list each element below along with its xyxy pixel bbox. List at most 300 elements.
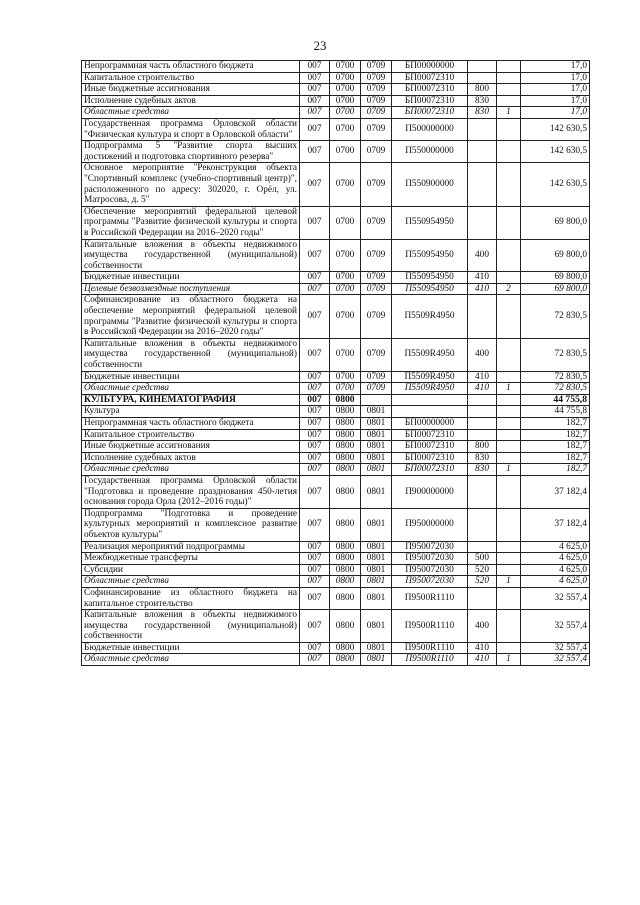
target-article-cell: П950072030 xyxy=(392,553,468,565)
ministry-code-cell: 007 xyxy=(300,508,330,541)
section-code-cell: 0700 xyxy=(330,295,361,338)
expense-type-cell: 410 xyxy=(468,642,497,654)
subsection-code-cell: 0801 xyxy=(361,610,392,643)
subsection-code-cell: 0801 xyxy=(361,508,392,541)
table-row xyxy=(82,283,590,295)
ministry-code-cell: 007 xyxy=(300,541,330,553)
ministry-code-cell: 007 xyxy=(300,642,330,654)
ministry-code-cell: 007 xyxy=(300,272,330,284)
funding-source-cell xyxy=(497,84,521,96)
amount-cell: 69 800,0 xyxy=(521,283,590,295)
amount-cell: 182,7 xyxy=(521,429,590,441)
section-code-cell: 0700 xyxy=(330,383,361,395)
section-code-cell: 0800 xyxy=(330,654,361,666)
expense-type-cell: 410 xyxy=(468,371,497,383)
target-article-cell: П950000000 xyxy=(392,508,468,541)
target-article-cell xyxy=(392,406,468,418)
funding-source-cell xyxy=(497,406,521,418)
section-code-cell: 0800 xyxy=(330,475,361,508)
subsection-code-cell: 0709 xyxy=(361,383,392,395)
amount-cell: 32 557,4 xyxy=(521,587,590,609)
ministry-code-cell: 007 xyxy=(300,84,330,96)
section-code-cell: 0700 xyxy=(330,118,361,140)
subsection-code-cell xyxy=(361,394,392,406)
amount-cell: 32 557,4 xyxy=(521,610,590,643)
ministry-code-cell: 007 xyxy=(300,371,330,383)
row-name-cell: Культура xyxy=(82,406,300,418)
page-number: 23 xyxy=(313,38,327,53)
subsection-code-cell: 0801 xyxy=(361,429,392,441)
subsection-code-cell: 0709 xyxy=(361,272,392,284)
expense-type-cell: 830 xyxy=(468,95,497,107)
ministry-code-cell: 007 xyxy=(300,553,330,565)
amount-cell: 37 182,4 xyxy=(521,475,590,508)
expense-type-cell xyxy=(468,475,497,508)
amount-cell: 72 830,5 xyxy=(521,371,590,383)
subsection-code-cell: 0801 xyxy=(361,441,392,453)
amount-cell: 69 800,0 xyxy=(521,272,590,284)
target-article-cell: БП00000000 xyxy=(392,418,468,430)
expense-type-cell: 800 xyxy=(468,84,497,96)
target-article-cell: БП00072310 xyxy=(392,429,468,441)
section-code-cell: 0800 xyxy=(330,429,361,441)
expense-type-cell: 830 xyxy=(468,452,497,464)
table-row xyxy=(82,141,590,163)
subsection-code-cell: 0801 xyxy=(361,642,392,654)
table-row xyxy=(82,541,590,553)
amount-cell: 17,0 xyxy=(521,95,590,107)
table-row xyxy=(82,163,590,206)
budget-table xyxy=(81,60,590,666)
section-code-cell: 0800 xyxy=(330,610,361,643)
amount-cell: 17,0 xyxy=(521,107,590,119)
row-name-cell: Основное мероприятие "Реконструкция объекта "Спортивный комплекс (учебно-спортивный центр)", расположенного по адресу: 302020, г. Орёл, ул. Матросова, д. 5" xyxy=(82,163,300,206)
section-code-cell: 0800 xyxy=(330,576,361,588)
row-name-cell: Капитальное строительство xyxy=(82,72,300,84)
expense-type-cell: 400 xyxy=(468,239,497,272)
ministry-code-cell: 007 xyxy=(300,406,330,418)
table-row xyxy=(82,441,590,453)
expense-type-cell xyxy=(468,508,497,541)
row-name-cell: КУЛЬТУРА, КИНЕМАТОГРАФИЯ xyxy=(82,394,300,406)
table-row xyxy=(82,508,590,541)
subsection-code-cell: 0801 xyxy=(361,406,392,418)
table-row xyxy=(82,452,590,464)
funding-source-cell xyxy=(497,441,521,453)
subsection-code-cell: 0801 xyxy=(361,576,392,588)
target-article-cell: П5509R4950 xyxy=(392,383,468,395)
ministry-code-cell: 007 xyxy=(300,654,330,666)
row-name-cell: Субсидии xyxy=(82,564,300,576)
target-article-cell: П550954950 xyxy=(392,239,468,272)
expense-type-cell xyxy=(468,118,497,140)
expense-type-cell xyxy=(468,429,497,441)
table-row xyxy=(82,72,590,84)
expense-type-cell xyxy=(468,295,497,338)
subsection-code-cell: 0801 xyxy=(361,464,392,476)
expense-type-cell: 410 xyxy=(468,654,497,666)
amount-cell: 17,0 xyxy=(521,72,590,84)
funding-source-cell xyxy=(497,118,521,140)
section-code-cell: 0800 xyxy=(330,452,361,464)
amount-cell: 17,0 xyxy=(521,84,590,96)
subsection-code-cell: 0709 xyxy=(361,163,392,206)
row-name-cell: Межбюджетные трансферты xyxy=(82,553,300,565)
expense-type-cell xyxy=(468,418,497,430)
table-row xyxy=(82,383,590,395)
funding-source-cell xyxy=(497,95,521,107)
amount-cell: 44 755,8 xyxy=(521,406,590,418)
funding-source-cell xyxy=(497,541,521,553)
section-code-cell: 0700 xyxy=(330,95,361,107)
expense-type-cell xyxy=(468,163,497,206)
amount-cell: 72 830,5 xyxy=(521,383,590,395)
funding-source-cell xyxy=(497,642,521,654)
subsection-code-cell: 0801 xyxy=(361,654,392,666)
amount-cell: 182,7 xyxy=(521,418,590,430)
funding-source-cell xyxy=(497,338,521,371)
amount-cell: 72 830,5 xyxy=(521,295,590,338)
section-code-cell: 0800 xyxy=(330,587,361,609)
expense-type-cell: 400 xyxy=(468,610,497,643)
expense-type-cell xyxy=(468,406,497,418)
section-code-cell: 0700 xyxy=(330,141,361,163)
budget-table-body xyxy=(82,61,590,666)
subsection-code-cell: 0801 xyxy=(361,475,392,508)
ministry-code-cell: 007 xyxy=(300,163,330,206)
subsection-code-cell: 0709 xyxy=(361,61,392,73)
funding-source-cell xyxy=(497,508,521,541)
target-article-cell: П9500R1110 xyxy=(392,610,468,643)
table-row xyxy=(82,95,590,107)
section-code-cell: 0800 xyxy=(330,508,361,541)
funding-source-cell xyxy=(497,72,521,84)
section-code-cell: 0800 xyxy=(330,642,361,654)
section-code-cell: 0800 xyxy=(330,564,361,576)
target-article-cell: БП00072310 xyxy=(392,84,468,96)
row-name-cell: Непрограммная часть областного бюджета xyxy=(82,418,300,430)
funding-source-cell: 1 xyxy=(497,107,521,119)
amount-cell: 182,7 xyxy=(521,452,590,464)
amount-cell: 32 557,4 xyxy=(521,642,590,654)
section-code-cell: 0800 xyxy=(330,553,361,565)
amount-cell: 72 830,5 xyxy=(521,338,590,371)
amount-cell: 142 630,5 xyxy=(521,118,590,140)
expense-type-cell xyxy=(468,394,497,406)
section-code-cell: 0700 xyxy=(330,338,361,371)
expense-type-cell: 410 xyxy=(468,283,497,295)
row-name-cell: Областные средства xyxy=(82,654,300,666)
table-row xyxy=(82,239,590,272)
amount-cell: 37 182,4 xyxy=(521,508,590,541)
funding-source-cell: 2 xyxy=(497,283,521,295)
row-name-cell: Непрограммная часть областного бюджета xyxy=(82,61,300,73)
subsection-code-cell: 0709 xyxy=(361,239,392,272)
funding-source-cell xyxy=(497,206,521,239)
table-row xyxy=(82,84,590,96)
subsection-code-cell: 0801 xyxy=(361,418,392,430)
subsection-code-cell: 0709 xyxy=(361,338,392,371)
subsection-code-cell: 0709 xyxy=(361,72,392,84)
target-article-cell: П550954950 xyxy=(392,206,468,239)
ministry-code-cell: 007 xyxy=(300,587,330,609)
amount-cell: 4 625,0 xyxy=(521,576,590,588)
row-name-cell: Софинансирование из областного бюджета на капитальное строительство xyxy=(82,587,300,609)
table-row xyxy=(82,418,590,430)
subsection-code-cell: 0801 xyxy=(361,541,392,553)
target-article-cell: П950072030 xyxy=(392,541,468,553)
amount-cell: 69 800,0 xyxy=(521,239,590,272)
ministry-code-cell: 007 xyxy=(300,141,330,163)
table-row xyxy=(82,272,590,284)
row-name-cell: Государственная программа Орловской области "Физическая культура и спорт в Орловской области" xyxy=(82,118,300,140)
ministry-code-cell: 007 xyxy=(300,95,330,107)
ministry-code-cell: 007 xyxy=(300,429,330,441)
table-row xyxy=(82,587,590,609)
table-row xyxy=(82,475,590,508)
funding-source-cell xyxy=(497,371,521,383)
target-article-cell xyxy=(392,394,468,406)
row-name-cell: Иные бюджетные ассигнования xyxy=(82,84,300,96)
funding-source-cell xyxy=(497,141,521,163)
table-row xyxy=(82,338,590,371)
table-row xyxy=(82,464,590,476)
row-name-cell: Реализация мероприятий подпрограммы xyxy=(82,541,300,553)
row-name-cell: Областные средства xyxy=(82,383,300,395)
funding-source-cell: 1 xyxy=(497,383,521,395)
section-code-cell: 0700 xyxy=(330,107,361,119)
row-name-cell: Исполнение судебных актов xyxy=(82,95,300,107)
target-article-cell: П550000000 xyxy=(392,141,468,163)
ministry-code-cell: 007 xyxy=(300,118,330,140)
target-article-cell: П950072030 xyxy=(392,576,468,588)
section-code-cell: 0800 xyxy=(330,418,361,430)
target-article-cell: БП00072310 xyxy=(392,95,468,107)
subsection-code-cell: 0801 xyxy=(361,452,392,464)
ministry-code-cell: 007 xyxy=(300,441,330,453)
funding-source-cell xyxy=(497,429,521,441)
target-article-cell: БП00072310 xyxy=(392,72,468,84)
target-article-cell: П5509R4950 xyxy=(392,371,468,383)
ministry-code-cell: 007 xyxy=(300,283,330,295)
target-article-cell: П500000000 xyxy=(392,118,468,140)
target-article-cell: П900000000 xyxy=(392,475,468,508)
funding-source-cell xyxy=(497,61,521,73)
funding-source-cell: 1 xyxy=(497,654,521,666)
subsection-code-cell: 0709 xyxy=(361,141,392,163)
ministry-code-cell: 007 xyxy=(300,464,330,476)
funding-source-cell xyxy=(497,163,521,206)
subsection-code-cell: 0709 xyxy=(361,206,392,239)
row-name-cell: Софинансирование из областного бюджета на обеспечение мероприятий федеральной целевой программы "Развитие физической культуры и спорта в Российской Федерации на 2016–2020 годы" xyxy=(82,295,300,338)
row-name-cell: Исполнение судебных актов xyxy=(82,452,300,464)
section-code-cell: 0800 xyxy=(330,394,361,406)
section-code-cell: 0700 xyxy=(330,61,361,73)
expense-type-cell: 400 xyxy=(468,338,497,371)
target-article-cell: П9500R1110 xyxy=(392,587,468,609)
target-article-cell: П9500R1110 xyxy=(392,654,468,666)
section-code-cell: 0700 xyxy=(330,283,361,295)
funding-source-cell xyxy=(497,272,521,284)
table-row xyxy=(82,576,590,588)
row-name-cell: Капитальные вложения в объекты недвижимого имущества государственной (муниципальной) собственности xyxy=(82,338,300,371)
subsection-code-cell: 0709 xyxy=(361,118,392,140)
ministry-code-cell: 007 xyxy=(300,610,330,643)
ministry-code-cell: 007 xyxy=(300,72,330,84)
amount-cell: 4 625,0 xyxy=(521,541,590,553)
subsection-code-cell: 0709 xyxy=(361,107,392,119)
subsection-code-cell: 0801 xyxy=(361,564,392,576)
expense-type-cell xyxy=(468,206,497,239)
target-article-cell: П9500R1110 xyxy=(392,642,468,654)
funding-source-cell xyxy=(497,452,521,464)
section-code-cell: 0700 xyxy=(330,371,361,383)
funding-source-cell xyxy=(497,295,521,338)
subsection-code-cell: 0709 xyxy=(361,84,392,96)
funding-source-cell xyxy=(497,610,521,643)
expense-type-cell: 410 xyxy=(468,383,497,395)
table-row xyxy=(82,206,590,239)
table-row xyxy=(82,107,590,119)
table-row xyxy=(82,610,590,643)
table-row xyxy=(82,371,590,383)
subsection-code-cell: 0709 xyxy=(361,295,392,338)
ministry-code-cell: 007 xyxy=(300,383,330,395)
table-row xyxy=(82,394,590,406)
expense-type-cell: 800 xyxy=(468,441,497,453)
section-code-cell: 0800 xyxy=(330,464,361,476)
table-row xyxy=(82,406,590,418)
section-code-cell: 0700 xyxy=(330,84,361,96)
row-name-cell: Капитальные вложения в объекты недвижимого имущества государственной (муниципальной) собственности xyxy=(82,610,300,643)
target-article-cell: П5509R4950 xyxy=(392,338,468,371)
subsection-code-cell: 0709 xyxy=(361,95,392,107)
amount-cell: 4 625,0 xyxy=(521,553,590,565)
ministry-code-cell: 007 xyxy=(300,564,330,576)
expense-type-cell xyxy=(468,541,497,553)
table-row xyxy=(82,295,590,338)
amount-cell: 32 557,4 xyxy=(521,654,590,666)
expense-type-cell xyxy=(468,587,497,609)
ministry-code-cell: 007 xyxy=(300,239,330,272)
section-code-cell: 0800 xyxy=(330,441,361,453)
ministry-code-cell: 007 xyxy=(300,394,330,406)
section-code-cell: 0700 xyxy=(330,239,361,272)
expense-type-cell: 500 xyxy=(468,553,497,565)
funding-source-cell: 1 xyxy=(497,464,521,476)
subsection-code-cell: 0801 xyxy=(361,587,392,609)
section-code-cell: 0700 xyxy=(330,272,361,284)
funding-source-cell xyxy=(497,587,521,609)
ministry-code-cell: 007 xyxy=(300,475,330,508)
row-name-cell: Иные бюджетные ассигнования xyxy=(82,441,300,453)
row-name-cell: Областные средства xyxy=(82,464,300,476)
target-article-cell: П550900000 xyxy=(392,163,468,206)
target-article-cell: БП00072310 xyxy=(392,107,468,119)
table-row xyxy=(82,654,590,666)
target-article-cell: П550954950 xyxy=(392,283,468,295)
table-row xyxy=(82,642,590,654)
row-name-cell: Подпрограмма "Подготовка и проведение культурных мероприятий и комплексное развитие объектов культуры" xyxy=(82,508,300,541)
amount-cell: 4 625,0 xyxy=(521,564,590,576)
ministry-code-cell: 007 xyxy=(300,338,330,371)
target-article-cell: БП00072310 xyxy=(392,452,468,464)
subsection-code-cell: 0801 xyxy=(361,553,392,565)
section-code-cell: 0700 xyxy=(330,72,361,84)
section-code-cell: 0800 xyxy=(330,541,361,553)
ministry-code-cell: 007 xyxy=(300,452,330,464)
row-name-cell: Бюджетные инвестиции xyxy=(82,642,300,654)
amount-cell: 142 630,5 xyxy=(521,141,590,163)
row-name-cell: Подпрограмма 5 "Развитие спорта высших достижений и подготовка спортивного резерва" xyxy=(82,141,300,163)
ministry-code-cell: 007 xyxy=(300,295,330,338)
row-name-cell: Бюджетные инвестиции xyxy=(82,272,300,284)
expense-type-cell xyxy=(468,72,497,84)
section-code-cell: 0700 xyxy=(330,163,361,206)
subsection-code-cell: 0709 xyxy=(361,283,392,295)
target-article-cell: П550954950 xyxy=(392,272,468,284)
ministry-code-cell: 007 xyxy=(300,206,330,239)
expense-type-cell: 520 xyxy=(468,576,497,588)
table-row xyxy=(82,118,590,140)
table-row xyxy=(82,61,590,73)
expense-type-cell: 410 xyxy=(468,272,497,284)
expense-type-cell xyxy=(468,61,497,73)
amount-cell: 182,7 xyxy=(521,441,590,453)
target-article-cell: БП00072310 xyxy=(392,464,468,476)
section-code-cell: 0700 xyxy=(330,206,361,239)
funding-source-cell xyxy=(497,418,521,430)
funding-source-cell xyxy=(497,553,521,565)
target-article-cell: П5509R4950 xyxy=(392,295,468,338)
ministry-code-cell: 007 xyxy=(300,61,330,73)
table-row xyxy=(82,429,590,441)
ministry-code-cell: 007 xyxy=(300,107,330,119)
funding-source-cell xyxy=(497,564,521,576)
funding-source-cell: 1 xyxy=(497,576,521,588)
table-row xyxy=(82,553,590,565)
row-name-cell: Областные средства xyxy=(82,576,300,588)
amount-cell: 44 755,8 xyxy=(521,394,590,406)
ministry-code-cell: 007 xyxy=(300,418,330,430)
row-name-cell: Капитальное строительство xyxy=(82,429,300,441)
funding-source-cell xyxy=(497,239,521,272)
row-name-cell: Государственная программа Орловской области "Подготовка и проведение празднования 450-летия основания города Орла (2012–2016 годы)" xyxy=(82,475,300,508)
row-name-cell: Бюджетные инвестиции xyxy=(82,371,300,383)
ministry-code-cell: 007 xyxy=(300,576,330,588)
expense-type-cell: 830 xyxy=(468,464,497,476)
target-article-cell: БП00000000 xyxy=(392,61,468,73)
row-name-cell: Обеспечение мероприятий федеральной целевой программы "Развитие физической культуры и спорта в Российской Федерации на 2016–2020 годы" xyxy=(82,206,300,239)
amount-cell: 69 800,0 xyxy=(521,206,590,239)
expense-type-cell: 830 xyxy=(468,107,497,119)
expense-type-cell: 520 xyxy=(468,564,497,576)
amount-cell: 17,0 xyxy=(521,61,590,73)
row-name-cell: Целевые безвозмездные поступления xyxy=(82,283,300,295)
subsection-code-cell: 0709 xyxy=(361,371,392,383)
target-article-cell: П950072030 xyxy=(392,564,468,576)
table-row xyxy=(82,564,590,576)
funding-source-cell xyxy=(497,475,521,508)
row-name-cell: Капитальные вложения в объекты недвижимого имущества государственной (муниципальной) собственности xyxy=(82,239,300,272)
expense-type-cell xyxy=(468,141,497,163)
target-article-cell: БП00072310 xyxy=(392,441,468,453)
row-name-cell: Областные средства xyxy=(82,107,300,119)
section-code-cell: 0800 xyxy=(330,406,361,418)
funding-source-cell xyxy=(497,394,521,406)
amount-cell: 142 630,5 xyxy=(521,163,590,206)
amount-cell: 182,7 xyxy=(521,464,590,476)
